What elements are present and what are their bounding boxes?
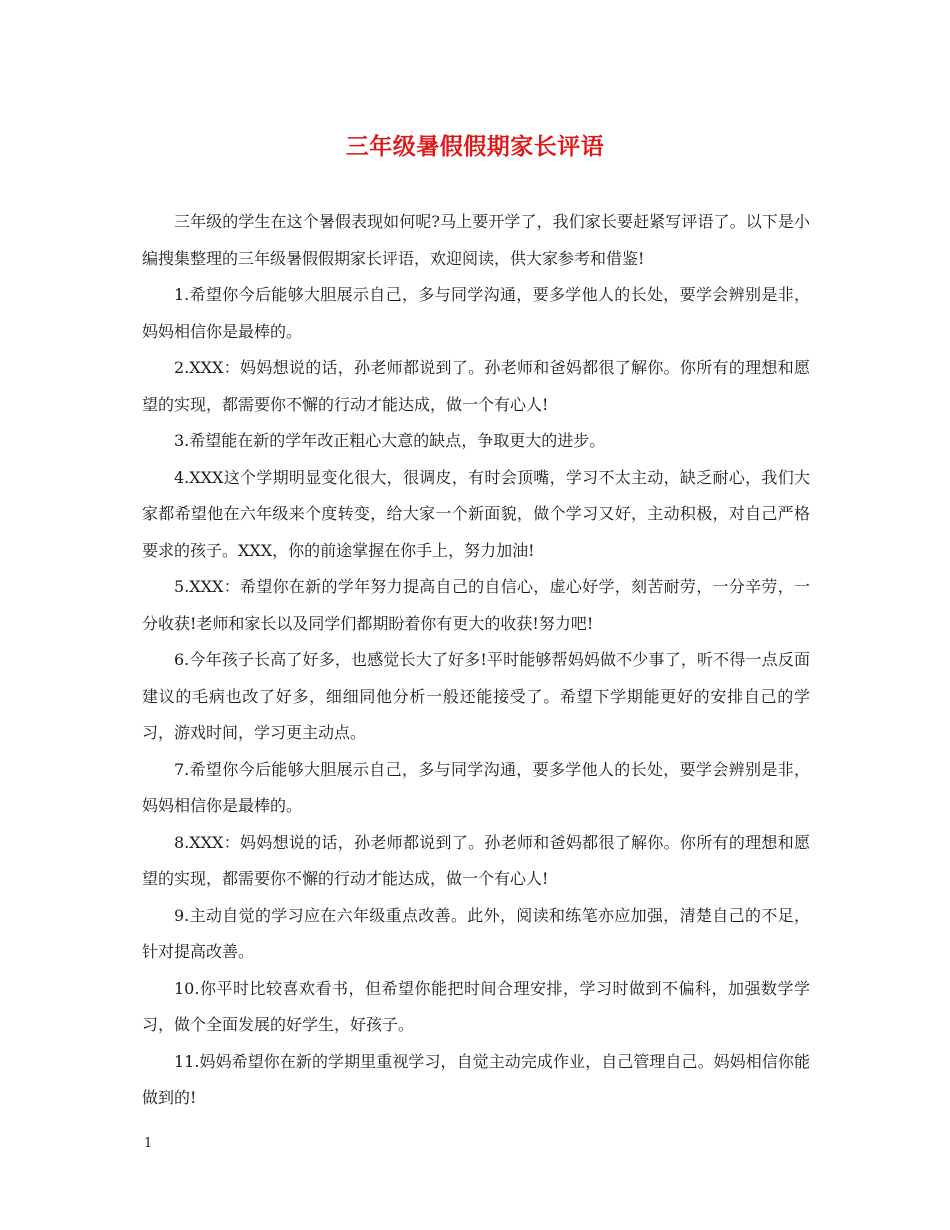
comment-paragraph-3: 3.希望能在新的学年改正粗心大意的缺点，争取更大的进步。	[174, 431, 606, 450]
comment-paragraph-5: 5.XXX：希望你在新的学年努力提高自己的自信心，虚心好学，刻苦耐劳，一分辛劳，一分收获!老师和家长以及同学们都期盼着你有更大的收获!努力吧!	[142, 577, 810, 633]
document-title: 三年级暑假假期家长评语	[345, 133, 605, 160]
comment-paragraph-11: 11.妈妈希望你在新的学期里重视学习，自觉主动完成作业，自己管理自己。妈妈相信你能做到的!	[142, 1051, 810, 1107]
page-number: 1	[144, 1136, 153, 1151]
comment-paragraph-2: 2.XXX：妈妈想说的话，孙老师都说到了。孙老师和爸妈都很了解你。你所有的理想和愿望的实现，都需要你不懈的行动才能达成，做一个有心人!	[142, 358, 810, 414]
document-body	[142, 204, 810, 1117]
comment-paragraph-10: 10.你平时比较喜欢看书，但希望你能把时间合理安排，学习时做到不偏科，加强数学学习，做个全面发展的好学生，好孩子。	[142, 978, 810, 1034]
comment-paragraph-4: 4.XXX这个学期明显变化很大，很调皮，有时会顶嘴，学习不太主动，缺乏耐心，我们大家都希望他在六年级来个度转变，给大家一个新面貌，做个学习又好，主动积极，对自己严格要求的孩子。XXX，你的前途掌握在你手上，努力加油!	[142, 467, 810, 560]
comment-paragraph-6: 6.今年孩子长高了好多，也感觉长大了好多!平时能够帮妈妈做不少事了，听不得一点反面建议的毛病也改了好多，细细同他分析一般还能接受了。希望下学期能更好的安排自己的学习，游戏时间，学习更主动点。	[142, 650, 810, 742]
intro-paragraph: 三年级的学生在这个暑假表现如何呢?马上要开学了，我们家长要赶紧写评语了。以下是小编搜集整理的三年级暑假假期家长评语，欢迎阅读，供大家参考和借鉴!	[142, 212, 810, 268]
comment-paragraph-9: 9.主动自觉的学习应在六年级重点改善。此外，阅读和练笔亦应加强，清楚自己的不足，针对提高改善。	[142, 905, 810, 961]
comment-paragraph-8: 8.XXX：妈妈想说的话，孙老师都说到了。孙老师和爸妈都很了解你。你所有的理想和愿望的实现，都需要你不懈的行动才能达成，做一个有心人!	[142, 832, 810, 888]
comment-paragraph-7: 7.希望你今后能够大胆展示自己，多与同学沟通，要多学他人的长处，要学会辨别是非，妈妈相信你是最棒的。	[142, 759, 810, 815]
comment-paragraph-1: 1.希望你今后能够大胆展示自己，多与同学沟通，要多学他人的长处，要学会辨别是非，妈妈相信你是最棒的。	[142, 285, 810, 341]
